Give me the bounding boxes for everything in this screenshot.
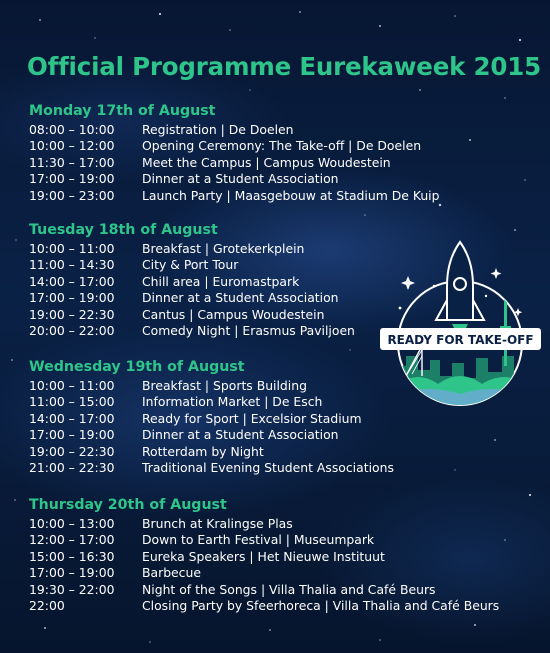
event-description: Brunch at Kralingse Plas <box>142 516 293 531</box>
event-description: Breakfast | Grotekerkplein <box>142 241 305 256</box>
event-description: Dinner at a Student Association <box>142 290 339 306</box>
event-time: 19:00 – 22:30 <box>29 306 115 322</box>
event-description: Meet the Campus | Campus Woudestein <box>142 154 391 170</box>
event-time: 14:00 – 17:00 <box>29 273 115 289</box>
event-description: Breakfast | Sports Building <box>142 378 307 393</box>
event-description: Ready for Sport | Excelsior Stadium <box>142 410 362 426</box>
event-row <box>29 427 429 443</box>
event-time: 10:00 – 11:00 <box>29 378 115 393</box>
event-time: 11:00 – 15:00 <box>29 394 115 410</box>
event-time: 17:00 – 19:00 <box>29 565 115 581</box>
day-tuesday <box>29 221 429 339</box>
event-time: 17:00 – 19:00 <box>29 290 115 306</box>
event-description: Night of the Songs | Villa Thalia and Café Beurs <box>142 581 436 597</box>
rocket-icon <box>436 242 484 333</box>
event-description: Chill area | Euromastpark <box>142 273 300 289</box>
day-heading: Wednesday 19th of August <box>29 359 245 375</box>
event-row <box>29 549 429 565</box>
event-description: Eureka Speakers | Het Nieuwe Instituut <box>142 548 385 564</box>
event-time: 11:30 – 17:00 <box>29 154 115 170</box>
event-description: Down to Earth Festival | Museumpark <box>142 532 375 548</box>
event-time: 19:00 – 22:30 <box>29 443 115 459</box>
event-time: 10:00 – 12:00 <box>29 138 115 154</box>
event-row <box>29 394 429 410</box>
event-row <box>29 411 429 427</box>
event-description: Barbecue <box>142 565 201 581</box>
event-time: 15:00 – 16:30 <box>29 548 115 564</box>
event-row <box>29 187 440 204</box>
event-description: Traditional Evening Student Associations <box>142 459 394 475</box>
event-description: Closing Party by Sfeerhoreca | Villa Thalia and Café Beurs <box>142 597 500 613</box>
event-row <box>29 257 429 273</box>
day-heading: Monday 17th of August <box>29 103 216 119</box>
event-description: Cantus | Campus Woudestein <box>142 306 325 322</box>
event-row <box>29 155 429 171</box>
event-time: 20:00 – 22:00 <box>29 322 115 338</box>
day-monday <box>29 102 440 204</box>
day-wednesday <box>29 358 429 476</box>
event-time: 08:00 – 10:00 <box>29 122 115 137</box>
event-row <box>29 307 429 323</box>
event-row <box>29 565 429 581</box>
day-thursday <box>29 496 500 614</box>
ready-for-take-off-logo <box>378 238 543 408</box>
event-row <box>29 122 429 138</box>
event-description: Registration | De Doelen <box>142 122 294 137</box>
event-time: 21:00 – 22:30 <box>29 459 115 475</box>
event-time: 14:00 – 17:00 <box>29 410 115 426</box>
event-row <box>29 241 429 257</box>
event-description: Information Market | De Esch <box>142 394 323 410</box>
event-row <box>29 290 429 306</box>
event-time: 17:00 – 19:00 <box>29 427 115 443</box>
event-row <box>29 532 429 548</box>
event-row <box>29 378 429 394</box>
event-row <box>29 516 429 532</box>
event-time: 12:00 – 17:00 <box>29 532 115 548</box>
event-description: Comedy Night | Erasmus Paviljoen <box>142 322 355 338</box>
logo-banner-text: READY FOR TAKE-OFF <box>387 333 534 347</box>
event-description: Opening Ceremony: The Take-off | De Doelen <box>142 138 422 154</box>
event-time: 10:00 – 11:00 <box>29 241 115 256</box>
event-time: 17:00 – 19:00 <box>29 171 115 187</box>
event-row <box>29 171 429 187</box>
event-description: Launch Party | Maasgebouw at Stadium De Kuip <box>142 187 440 203</box>
event-description: Dinner at a Student Association <box>142 427 339 443</box>
event-row <box>29 597 500 614</box>
event-row <box>29 581 436 598</box>
event-row <box>29 444 429 460</box>
day-heading: Thursday 20th of August <box>29 497 227 513</box>
event-row <box>29 323 429 339</box>
event-time: 10:00 – 13:00 <box>29 516 115 531</box>
event-time: 11:00 – 14:30 <box>29 257 115 273</box>
event-time: 19:30 – 22:00 <box>29 581 115 597</box>
event-row <box>29 138 429 154</box>
event-time: 19:00 – 23:00 <box>29 187 115 203</box>
event-description: Dinner at a Student Association <box>142 171 339 187</box>
event-row <box>29 274 429 290</box>
event-time: 22:00 <box>29 597 65 613</box>
page-title: Official Programme Eurekaweek 2015 <box>27 52 541 81</box>
event-description: Rotterdam by Night <box>142 443 264 459</box>
day-heading: Tuesday 18th of August <box>29 222 218 238</box>
event-description: City & Port Tour <box>142 257 239 273</box>
event-row <box>29 460 429 476</box>
